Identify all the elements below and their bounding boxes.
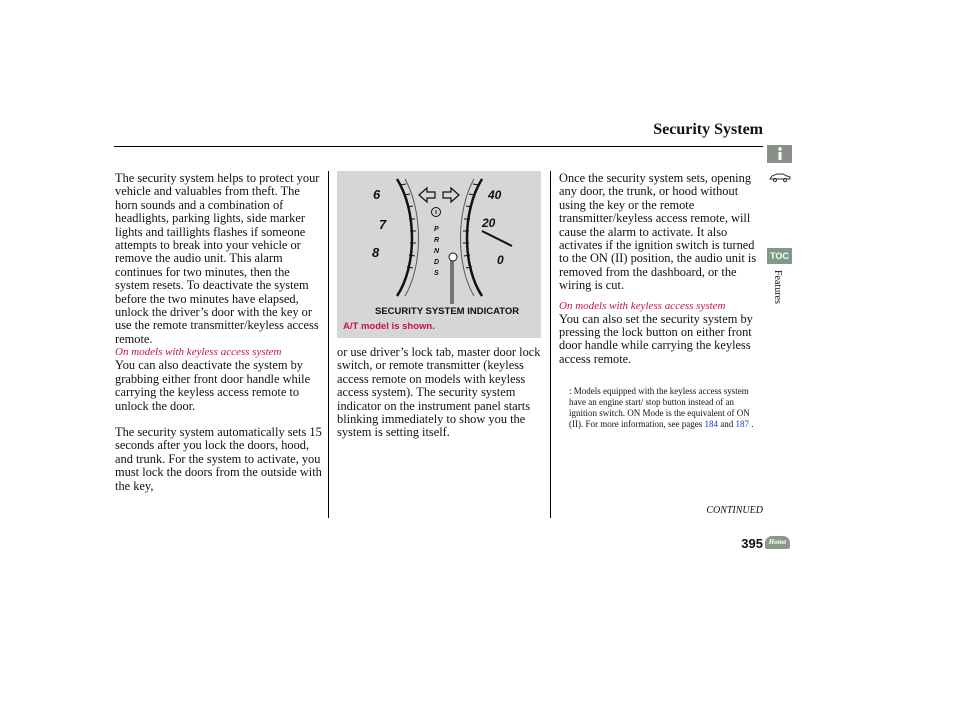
- section-label: Features: [772, 270, 783, 304]
- speed-label: 20: [482, 216, 496, 230]
- info-button[interactable]: [767, 145, 792, 163]
- tach-label: 8: [372, 245, 380, 260]
- paragraph: You can also set the security system by pressing the lock button on either front door handle while carrying the keyless access remote.: [559, 311, 753, 366]
- subheading: On models with keyless access system: [115, 346, 282, 359]
- paragraph: You can also deactivate the system by grabbing either front door handle while carrying the keyless access remote to unlock the door.: [115, 358, 311, 413]
- info-icon: [775, 147, 785, 161]
- footnote-end: .: [751, 419, 754, 429]
- speed-label: 40: [488, 188, 502, 202]
- gear-letter: N: [434, 248, 440, 255]
- home-button[interactable]: Home: [765, 536, 790, 549]
- title-rule: [114, 146, 763, 147]
- footnote-and: and: [720, 419, 734, 429]
- figure-caption: SECURITY SYSTEM INDICATOR: [375, 306, 520, 317]
- column-divider: [328, 171, 329, 518]
- paragraph: or use driver’s lock tab, master door lock switch, or remote transmitter (keyless access remote on models with keyless access system). The security system indicator on the instrument panel starts blinking immediately to show you the system is setting itself.: [337, 345, 541, 440]
- paragraph: The security system automatically sets 15 seconds after you lock the doors, hood, and trunk. For the system to activate, you must lock the doors from the outside with the key,: [115, 424, 322, 493]
- page-title: Security System: [653, 121, 763, 138]
- gear-letter: S: [434, 270, 439, 277]
- turn-signal-icon: [419, 188, 459, 202]
- column-2: [337, 346, 543, 440]
- paragraph: The security system helps to protect your vehicle and valuables from theft. The horn sounds and a combination of headlights, parking lights, side marker lights and taillights flashes if someone attempts to break into your vehicle or remove the audio unit. This alarm continues for two minutes, then the system resets. To deactivate the system before the two minutes have elapsed, unlock the driver’s door with the key or use the remote transmitter/keyless access remote.: [115, 171, 320, 346]
- vehicle-index-button[interactable]: [767, 168, 792, 186]
- gear-letter: P: [434, 226, 439, 233]
- tach-label: 7: [379, 217, 387, 232]
- gear-letter: D: [434, 259, 440, 266]
- instrument-panel-figure: [337, 171, 541, 338]
- continued-label: CONTINUED: [706, 505, 763, 516]
- toc-button[interactable]: TOC: [767, 248, 792, 264]
- speed-label: 0: [497, 253, 504, 267]
- security-indicator-icon: [449, 253, 457, 261]
- page-link-187[interactable]: 187: [735, 419, 749, 429]
- footnote-text: : Models equipped with the keyless access system have an engine start/ stop button instead of an ignition switch. ON Mode is the equivalent of ON (II). For more information, see pages: [569, 386, 750, 429]
- tach-label: 6: [373, 187, 381, 202]
- figure-note: A/T model is shown.: [343, 321, 435, 332]
- gauge-illustration: [337, 171, 541, 306]
- paragraph: Once the security system sets, opening any door, the trunk, or hood without using the key or the remote transmitter/keyless access remote, will cause the alarm to activate. It also activates if the ignition switch is turned to the ON (II) position, the audio unit is removed from the dashboard, or the wiring is cut.: [559, 171, 757, 293]
- footnote: [569, 386, 759, 430]
- page-number: 395: [741, 536, 763, 551]
- page-link-184[interactable]: 184: [704, 419, 718, 429]
- gear-letter: R: [434, 237, 440, 244]
- subheading: On models with keyless access system: [559, 299, 726, 312]
- column-3: [559, 172, 762, 366]
- column-divider: [550, 171, 551, 518]
- column-1: [115, 172, 323, 493]
- car-icon: [768, 171, 792, 183]
